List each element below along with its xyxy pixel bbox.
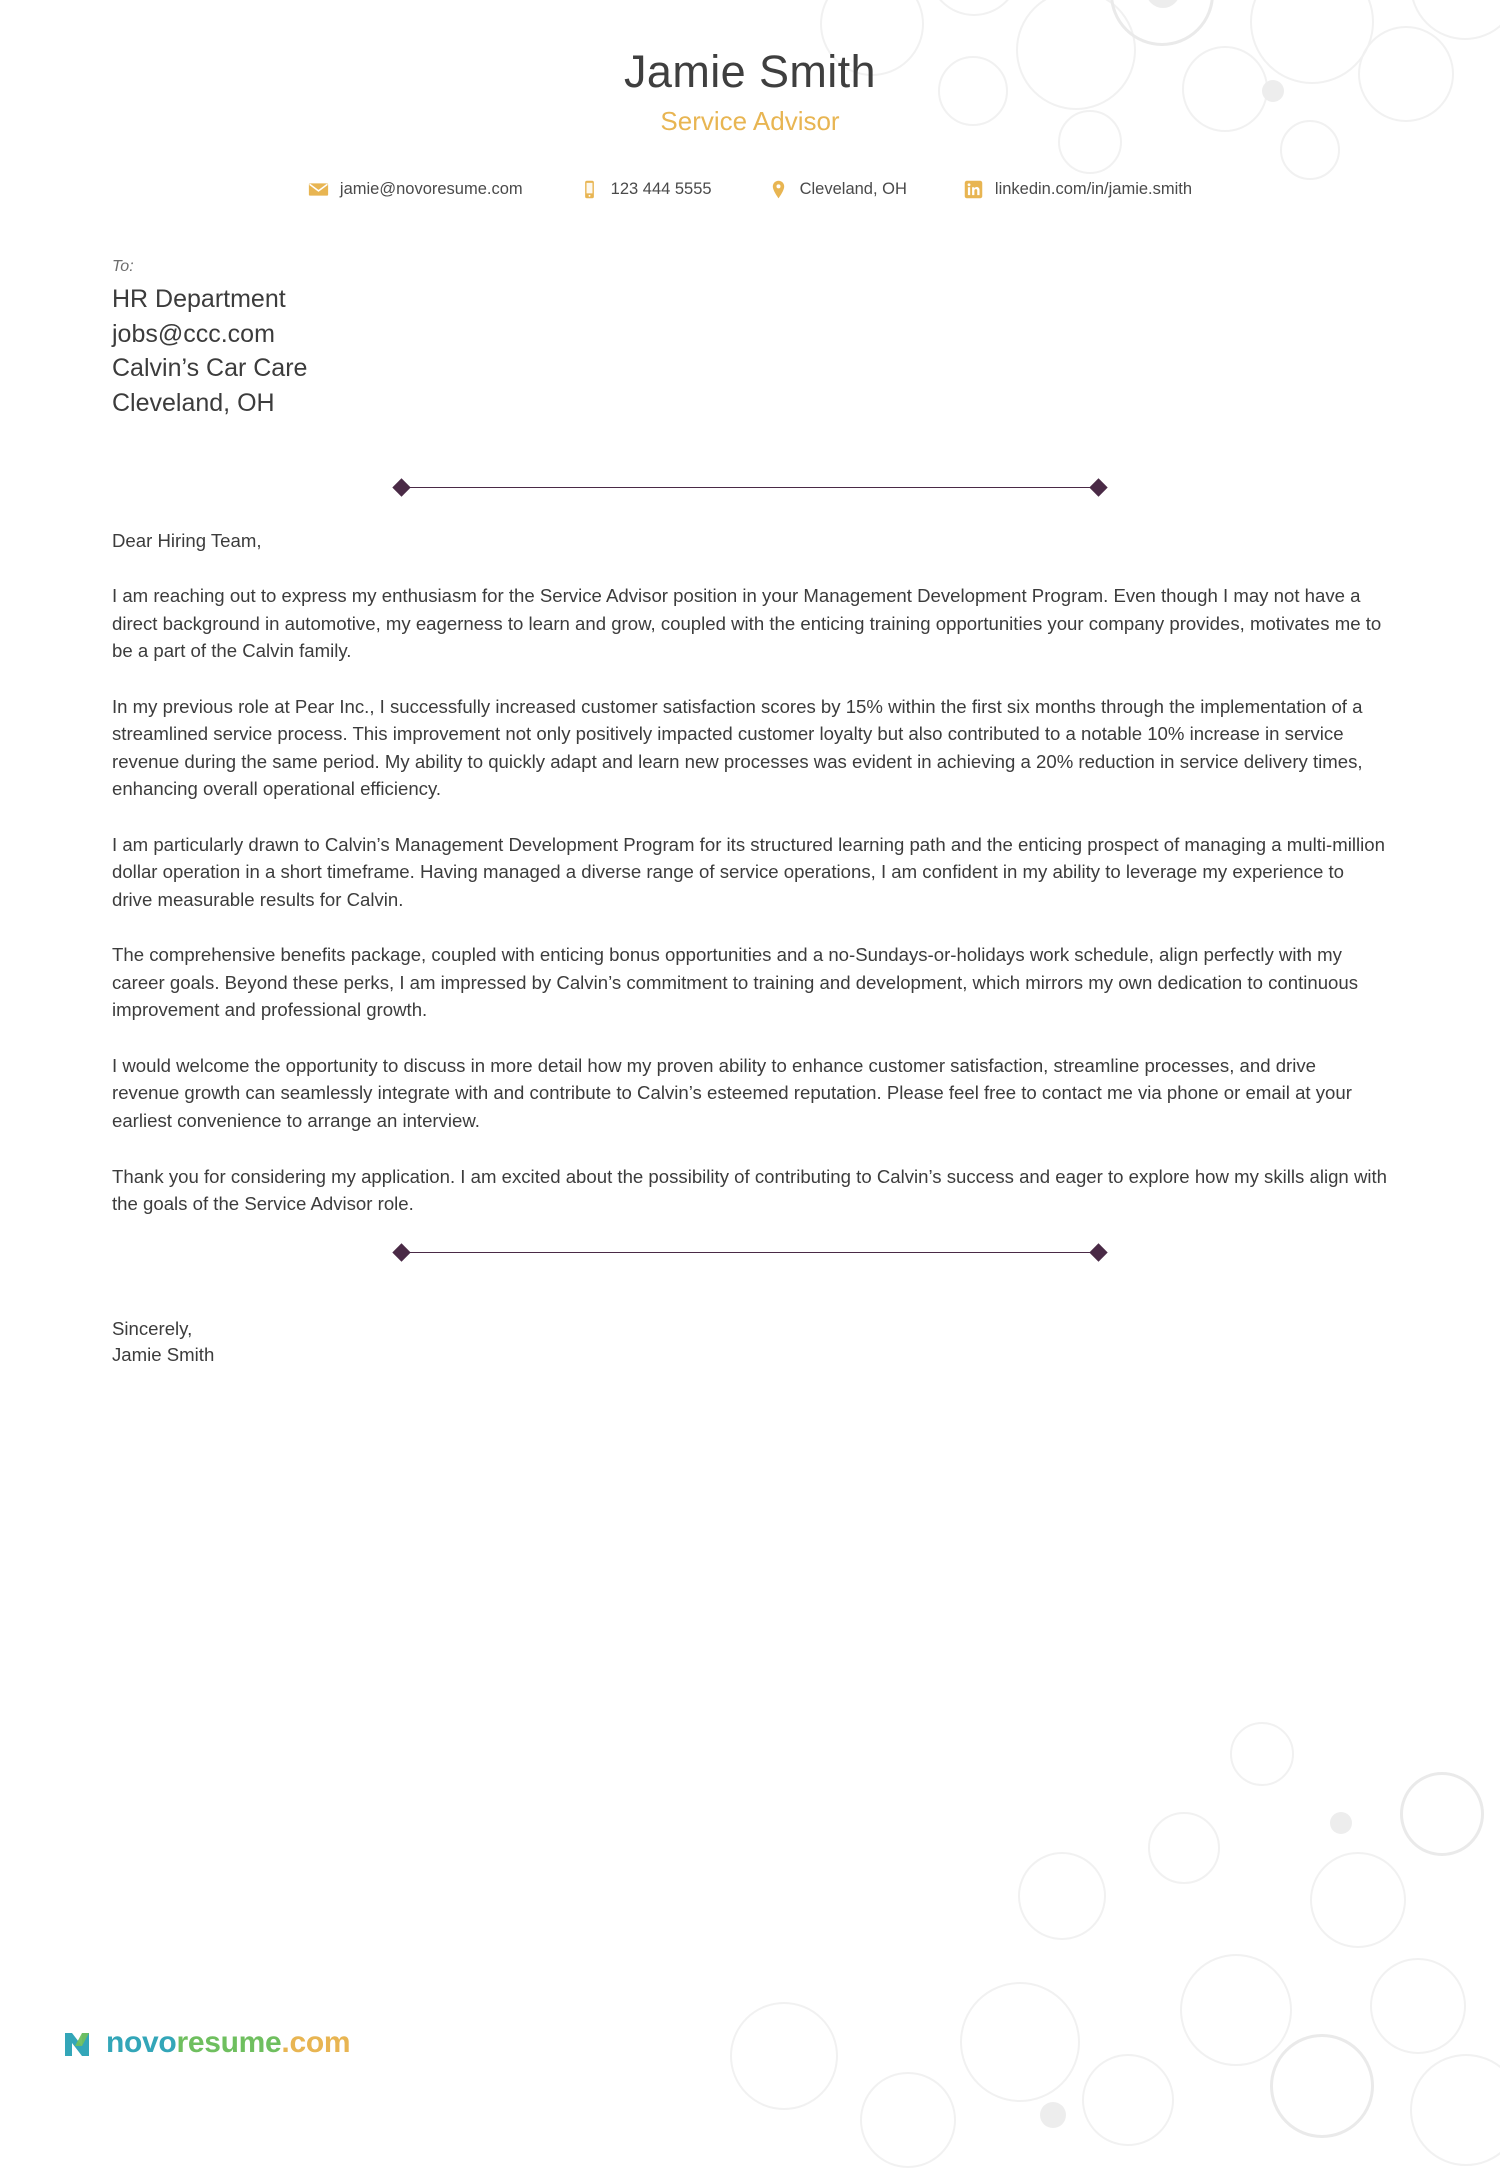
contact-item-location[interactable] bbox=[740, 179, 935, 200]
letter-paragraph-3: I am particularly drawn to Calvin’s Management Development Program for its structured learning path and the enticing prospect of managing a multi-million dollar operation in a short timeframe. Having managed a diverse range of service operations, I am confident in my ability to leverage my experience to drive measurable results for Calvin. bbox=[112, 833, 1385, 910]
letter-paragraph-1: I am reaching out to express my enthusiasm for the Service Advisor position in your Management Development Program. Even though I may not have a direct background in automotive, my eagerness to learn and grow, coupled with the enticing training opportunities your company provides, motivates me to be a part of the Calvin family. bbox=[112, 585, 1382, 662]
letter-greeting: Dear Hiring Team, bbox=[112, 529, 262, 551]
letter-paragraph-6: Thank you for considering my application. I am excited about the possibility of contributing to Calvin’s success and eager to explore how my skills align with the goals of the Service Advisor role. bbox=[112, 1165, 1388, 1215]
diamond-right-icon bbox=[1089, 1243, 1107, 1261]
recipient-line-city: Cleveland, OH bbox=[112, 389, 275, 417]
diamond-right-icon bbox=[1089, 478, 1107, 496]
contact-bar bbox=[0, 179, 1500, 200]
divider-line bbox=[401, 487, 1099, 489]
recipient-line-email: jobs@ccc.com bbox=[112, 319, 275, 348]
job-title: Service Advisor bbox=[660, 105, 840, 136]
logo-text-novo: novo bbox=[106, 2026, 177, 2059]
letter-paragraph-2: In my previous role at Pear Inc., I successfully increased customer satisfaction scores by 15% within the first six months through the implementation of a streamlined service process. This improvement not only positively impacted customer loyalty but also contributed to a notable 10% increase in service revenue during the same period. My ability to quickly adapt and learn new processes was evident in achieving a 20% reduction in service delivery times, enhancing overall operational efficiency. bbox=[112, 695, 1363, 800]
recipient-line-department: HR Department bbox=[112, 284, 286, 313]
document-header bbox=[0, 0, 1500, 137]
location-pin-icon bbox=[768, 179, 789, 200]
letter-closing: Sincerely, bbox=[112, 1317, 193, 1339]
contact-item-email[interactable] bbox=[280, 179, 551, 200]
contact-item-phone[interactable] bbox=[551, 179, 740, 200]
novoresume-logo-text bbox=[106, 2026, 350, 2060]
letter-paragraph-5: I would welcome the opportunity to discuss in more detail how my proven ability to enhance customer satisfaction, streamline processes, and drive revenue growth can seamlessly integrate with and contribute to Calvin’s esteemed reputation. Please feel free to contact me via phone or email at your earliest convenience to arrange an interview. bbox=[112, 1054, 1352, 1131]
decorative-circles-bottom-right bbox=[710, 1602, 1500, 2162]
page-title: Jamie Smith bbox=[624, 46, 876, 97]
divider-top bbox=[395, 481, 1105, 495]
contact-linkedin-text: linkedin.com/in/jamie.smith bbox=[994, 179, 1193, 198]
linkedin-icon bbox=[963, 179, 984, 200]
to-label: To: bbox=[112, 257, 134, 275]
recipient-block bbox=[112, 258, 1500, 421]
logo-text-dotcom: .com bbox=[281, 2026, 351, 2059]
novoresume-n-logo-icon bbox=[62, 2026, 96, 2060]
contact-location-text: Cleveland, OH bbox=[799, 179, 907, 198]
divider-bottom bbox=[395, 1246, 1105, 1260]
recipient-line-company: Calvin’s Car Care bbox=[112, 354, 308, 383]
letter-signature: Jamie Smith bbox=[112, 1343, 215, 1365]
mobile-phone-icon bbox=[579, 179, 600, 200]
contact-item-linkedin[interactable] bbox=[935, 179, 1220, 200]
letter-paragraph-4: The comprehensive benefits package, coupled with enticing bonus opportunities and a no-Sundays-or-holidays work schedule, align perfectly with my career goals. Beyond these perks, I am impressed by Calvin’s commitment to training and development, which mirrors my own dedication to continuous improvement and professional growth. bbox=[112, 944, 1359, 1021]
contact-phone-text: 123 444 5555 bbox=[610, 179, 712, 198]
contact-email-text: jamie@novoresume.com bbox=[339, 179, 523, 198]
novoresume-logo[interactable] bbox=[62, 2026, 350, 2060]
letter-body bbox=[112, 495, 1388, 1218]
signature-block bbox=[112, 1316, 1500, 1369]
logo-text-resume: resume bbox=[176, 2026, 282, 2059]
envelope-icon bbox=[308, 179, 329, 200]
divider-line bbox=[401, 1252, 1099, 1254]
